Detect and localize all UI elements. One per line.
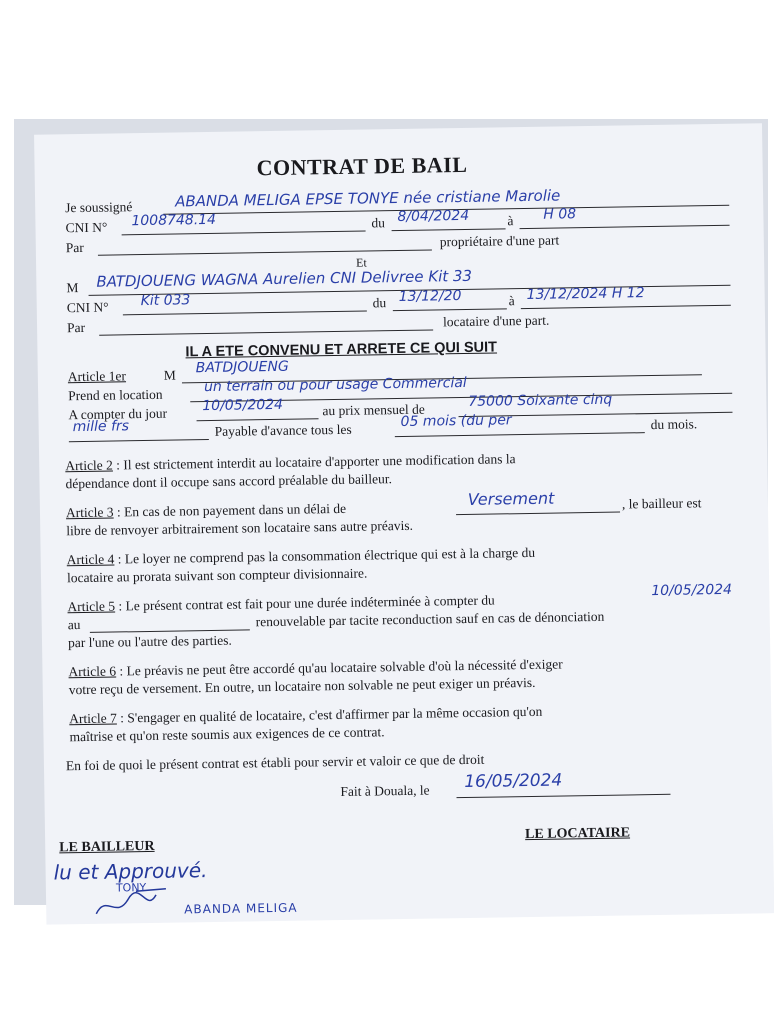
- article-5-line-1: : Le présent contrat est fait pour une durée indéterminée à compter du: [118, 592, 495, 614]
- article-7-label: Article 7: [69, 710, 117, 727]
- fait-date-handwritten: 16/05/2024: [464, 770, 563, 793]
- article-3-delay-handwritten: Versement: [467, 488, 555, 509]
- article-7-line-1: : S'engager en qualité de locataire, c'est d'affirmer par la même occasion qu'on: [120, 703, 543, 726]
- article-3-line-1b: , le bailleur est: [621, 495, 702, 512]
- owner-place-line: [520, 225, 730, 229]
- owner-cni-line: [122, 231, 366, 236]
- article-1-location-handwritten: un terrain ou pour usage Commercial: [203, 374, 467, 396]
- article-2-line-2: dépendance dont il occupe sans accord préalable du bailleur.: [65, 471, 393, 492]
- et-label: Et: [355, 255, 367, 270]
- article-1-label: Article 1er: [67, 368, 127, 385]
- section-heading: IL A ETE CONVENU ET ARRETE CE QUI SUIT: [185, 339, 498, 361]
- tenant-date-line: [393, 308, 507, 311]
- article-1-payable-line: [395, 432, 645, 437]
- tenant-cni-label: CNI N°: [66, 299, 109, 316]
- tenant-m-label: M: [66, 280, 79, 296]
- article-3-line-2: libre de renvoyer arbitrairement son locataire sans autre préavis.: [66, 517, 414, 539]
- article-1-date-handwritten: 10/05/2024: [202, 396, 284, 415]
- fait-date-line: [457, 794, 671, 798]
- article-4: [67, 545, 536, 568]
- article-3-label: Article 3: [65, 504, 114, 521]
- page-title: CONTRAT DE BAIL: [256, 151, 468, 181]
- article-7: [69, 704, 542, 727]
- article-1-prend-label: Prend en location: [68, 386, 163, 404]
- tenant-par-label: Par: [66, 319, 86, 336]
- article-3: [66, 501, 346, 521]
- owner-par-line: [98, 249, 432, 255]
- article-5-line-3: par l'une ou l'autre des parties.: [67, 632, 232, 651]
- bailleur-name-handwritten: ABANDA MELIGA: [184, 900, 298, 917]
- owner-cni-label: CNI N°: [65, 219, 108, 236]
- tenant-cni-line: [123, 311, 367, 316]
- tenant-a-label: à: [508, 293, 515, 309]
- article-1-payable-label: Payable d'avance tous les: [214, 421, 352, 439]
- article-5-label: Article 5: [67, 598, 116, 615]
- article-1-price-cont-handwritten: mille frs: [72, 418, 130, 436]
- owner-date-line: [392, 228, 506, 231]
- article-6-label: Article 6: [68, 663, 117, 680]
- article-6-line-2: votre reçu de versement. En outre, un locataire non solvable ne peut exiger un préavis.: [68, 674, 536, 698]
- article-2: [65, 451, 516, 474]
- article-1-mois-label: du mois.: [650, 416, 698, 433]
- owner-a-label: à: [507, 213, 514, 229]
- article-4-line-2: locataire au prorata suivant son compteur divisionnaire.: [66, 565, 368, 586]
- article-7-line-2: maîtrise et qu'on reste soumis aux exigences de ce contrat.: [69, 724, 385, 745]
- article-4-label: Article 4: [66, 551, 115, 568]
- article-5-line-2b: renouvelable par tacite reconduction sauf en cas de dénonciation: [255, 608, 605, 630]
- owner-cni-handwritten: 1008748.14: [131, 211, 217, 230]
- bailleur-label: LE BAILLEUR: [59, 838, 155, 856]
- article-3-delay-line: [456, 512, 620, 516]
- article-1-price-handwritten: 75000 Soixante cinq: [468, 391, 613, 410]
- fait-label: Fait à Douala, le: [340, 782, 430, 799]
- contract-sheet: [34, 123, 774, 924]
- article-1-m-label: M: [163, 367, 176, 383]
- article-1-compter-label: A compter du jour: [68, 405, 168, 423]
- article-3-line-1a: : En cas de non payement dans un délai de: [116, 500, 347, 520]
- owner-par-label: Par: [65, 239, 84, 256]
- article-1-m-handwritten: BATDJOUENG: [195, 358, 289, 377]
- owner-cni-date-handwritten: 8/04/2024: [397, 207, 470, 226]
- tenant-du-label: du: [372, 295, 387, 311]
- soussigne-label: Je soussigné: [65, 199, 133, 216]
- foi-statement: En foi de quoi le présent contrat est établi pour servir et valoir ce que de droit: [65, 751, 485, 774]
- article-5-date-handwritten: 10/05/2024: [651, 581, 733, 600]
- article-4-line-1: : Le loyer ne comprend pas la consommation électrique qui est à la charge du: [117, 544, 536, 567]
- tenant-cni-handwritten: Kit 033: [140, 292, 191, 310]
- article-2-label: Article 2: [65, 457, 113, 474]
- article-1-prix-label: au prix mensuel de: [322, 401, 425, 419]
- locataire-part-label: locataire d'une part.: [442, 312, 550, 330]
- article-1-date-line: [197, 418, 319, 421]
- tenant-cni-date-handwritten: 13/12/20: [398, 288, 462, 306]
- tenant-place-line: [521, 305, 731, 309]
- tenant-par-line: [99, 329, 433, 335]
- sign-initials-handwritten: TONY: [115, 881, 147, 895]
- owner-du-label: du: [371, 215, 386, 231]
- document-photo: [14, 119, 768, 917]
- tenant-name-handwritten: BATDJOUENG WAGNA Aurelien CNI Delivree Kit 33: [96, 266, 473, 291]
- owner-cni-place-handwritten: H 08: [543, 206, 577, 223]
- lu-approuve-handwritten: lu et Approuvé.: [53, 858, 208, 885]
- article-1-price-cont-line: [69, 439, 209, 442]
- article-1-payable-handwritten: 05 mois (du per: [400, 412, 512, 430]
- tenant-cni-place-handwritten: 13/12/2024 H 12: [526, 285, 645, 303]
- article-2-line-1: : Il est strictement interdit au locataire d'apporter une modification dans la: [116, 451, 516, 473]
- article-6-line-1: : Le préavis ne peut être accordé qu'au locataire solvable d'où la nécessité d'exiger: [119, 656, 563, 679]
- proprietaire-label: propriétaire d'une part: [439, 232, 560, 250]
- locataire-label: LE LOCATAIRE: [524, 825, 631, 843]
- owner-name-handwritten: ABANDA MELIGA EPSE TONYE née cristiane Marolie: [174, 186, 561, 211]
- article-5-au-label: au: [67, 617, 81, 633]
